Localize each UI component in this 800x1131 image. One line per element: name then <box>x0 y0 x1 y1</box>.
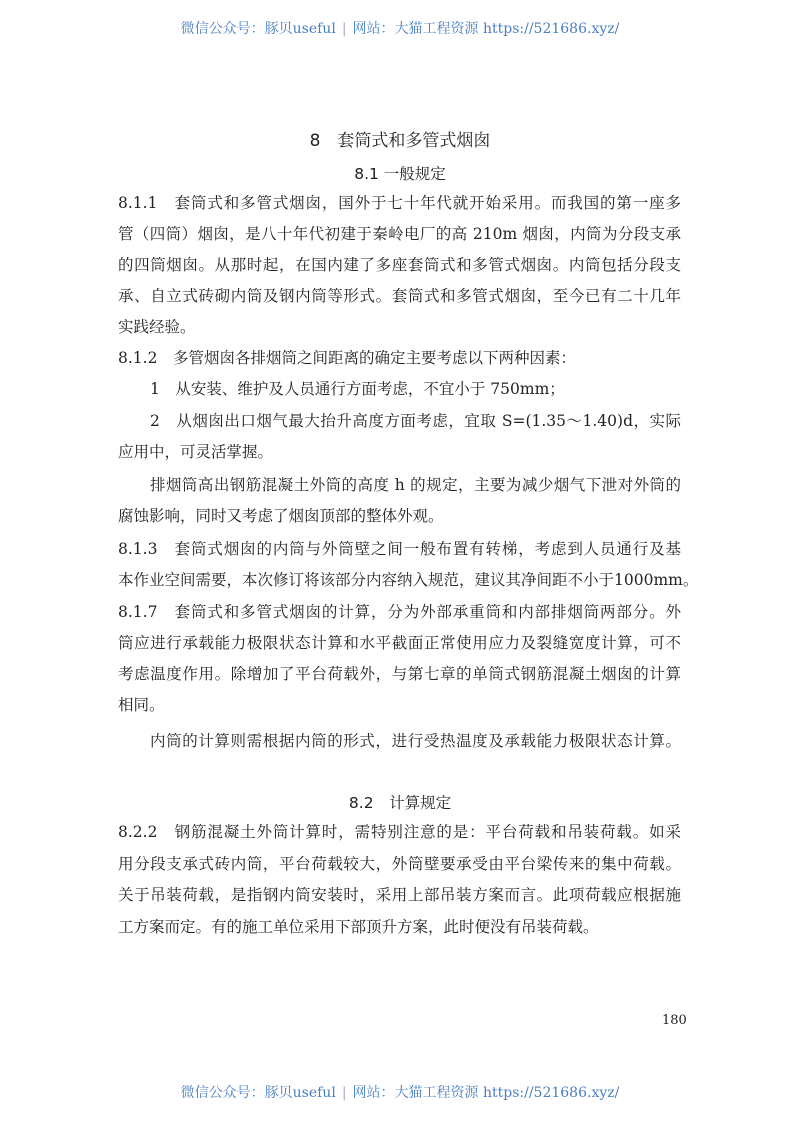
text-line: 排烟筒高出钢筋混凝土外筒的高度 h 的规定，主要为减少烟气下泄对外筒的 <box>150 476 681 494</box>
text-line: 8.1.3 套筒式烟囱的内筒与外筒壁之间一般布置有转梯，考虑到人员通行及基 <box>118 540 681 558</box>
text-line: 8.1.2 多管烟囱各排烟筒之间距离的确定主要考虑以下两种因素： <box>118 349 576 367</box>
text-line: 8.1.1 套筒式和多管式烟囱，国外于七十年代就开始采用。而我国的第一座多 <box>118 194 681 212</box>
watermark-header <box>0 18 800 38</box>
text-line: 1 从安装、维护及人员通行方面考虑，不宜小于 750mm； <box>150 380 565 398</box>
text-line: 承、自立式砖砌内筒及钢内筒等形式。套筒式和多管式烟囱，至今已有二十几年 <box>118 287 681 305</box>
chapter-title: 8 套筒式和多管式烟囱 <box>309 131 491 151</box>
text-line: 管（四筒）烟囱，是八十年代初建于秦岭电厂的高 210m 烟囱，内筒为分段支承 <box>118 225 681 243</box>
text-line: 2 从烟囱出口烟气最大抬升高度方面考虑，宜取 S=(1.35～1.40)d，实际 <box>150 412 681 430</box>
watermark-right: 网站：大猫工程资源 https://521686.xyz/ <box>352 1085 620 1101</box>
text-line: 内筒的计算则需根据内筒的形式，进行受热温度及承载能力极限状态计算。 <box>150 732 681 750</box>
text-line: 关于吊装荷载，是指钢内筒安装时，采用上部吊装方案而言。此项荷载应根据施 <box>118 886 681 904</box>
text-line: 相同。 <box>118 696 165 714</box>
section-heading-8-2: 8.2 计算规定 <box>348 794 452 812</box>
watermark-left: 微信公众号：豚贝useful <box>180 1085 336 1101</box>
page-number: 180 <box>662 1013 687 1028</box>
text-line: 用分段支承式砖内筒，平台荷载较大，外筒壁要承受由平台梁传来的集中荷载。 <box>118 855 681 873</box>
section-heading-8-1: 8.1 一般规定 <box>354 165 446 183</box>
text-line: 8.2.2 钢筋混凝土外筒计算时，需特别注意的是：平台荷载和吊装荷载。如采 <box>118 823 681 841</box>
text-line: 腐蚀影响，同时又考虑了烟囱顶部的整体外观。 <box>118 507 444 525</box>
text-line: 实践经验。 <box>118 318 196 336</box>
watermark-footer <box>0 1082 800 1102</box>
watermark-separator: | <box>341 1085 347 1101</box>
text-line: 筒应进行承载能力极限状态计算和水平截面正常使用应力及裂缝宽度计算，可不 <box>118 634 681 652</box>
text-line: 8.1.7 套筒式和多管式烟囱的计算，分为外部承重筒和内部排烟筒两部分。外 <box>118 603 681 621</box>
text-line: 本作业空间需要，本次修订将该部分内容纳入规范，建议其净间距不小于1000mm。 <box>118 571 699 589</box>
text-line: 考虑温度作用。除增加了平台荷载外，与第七章的单筒式钢筋混凝土烟囱的计算 <box>118 665 681 683</box>
text-line: 的四筒烟囱。从那时起，在国内建了多座套筒式和多管式烟囱。内筒包括分段支 <box>118 256 681 274</box>
text-line: 应用中，可灵活掌握。 <box>118 443 274 461</box>
watermark-separator: | <box>341 21 347 37</box>
watermark-right: 网站：大猫工程资源 https://521686.xyz/ <box>352 21 620 37</box>
text-line: 工方案而定。有的施工单位采用下部顶升方案，此时便没有吊装荷载。 <box>118 918 599 936</box>
watermark-left: 微信公众号：豚贝useful <box>180 21 336 37</box>
